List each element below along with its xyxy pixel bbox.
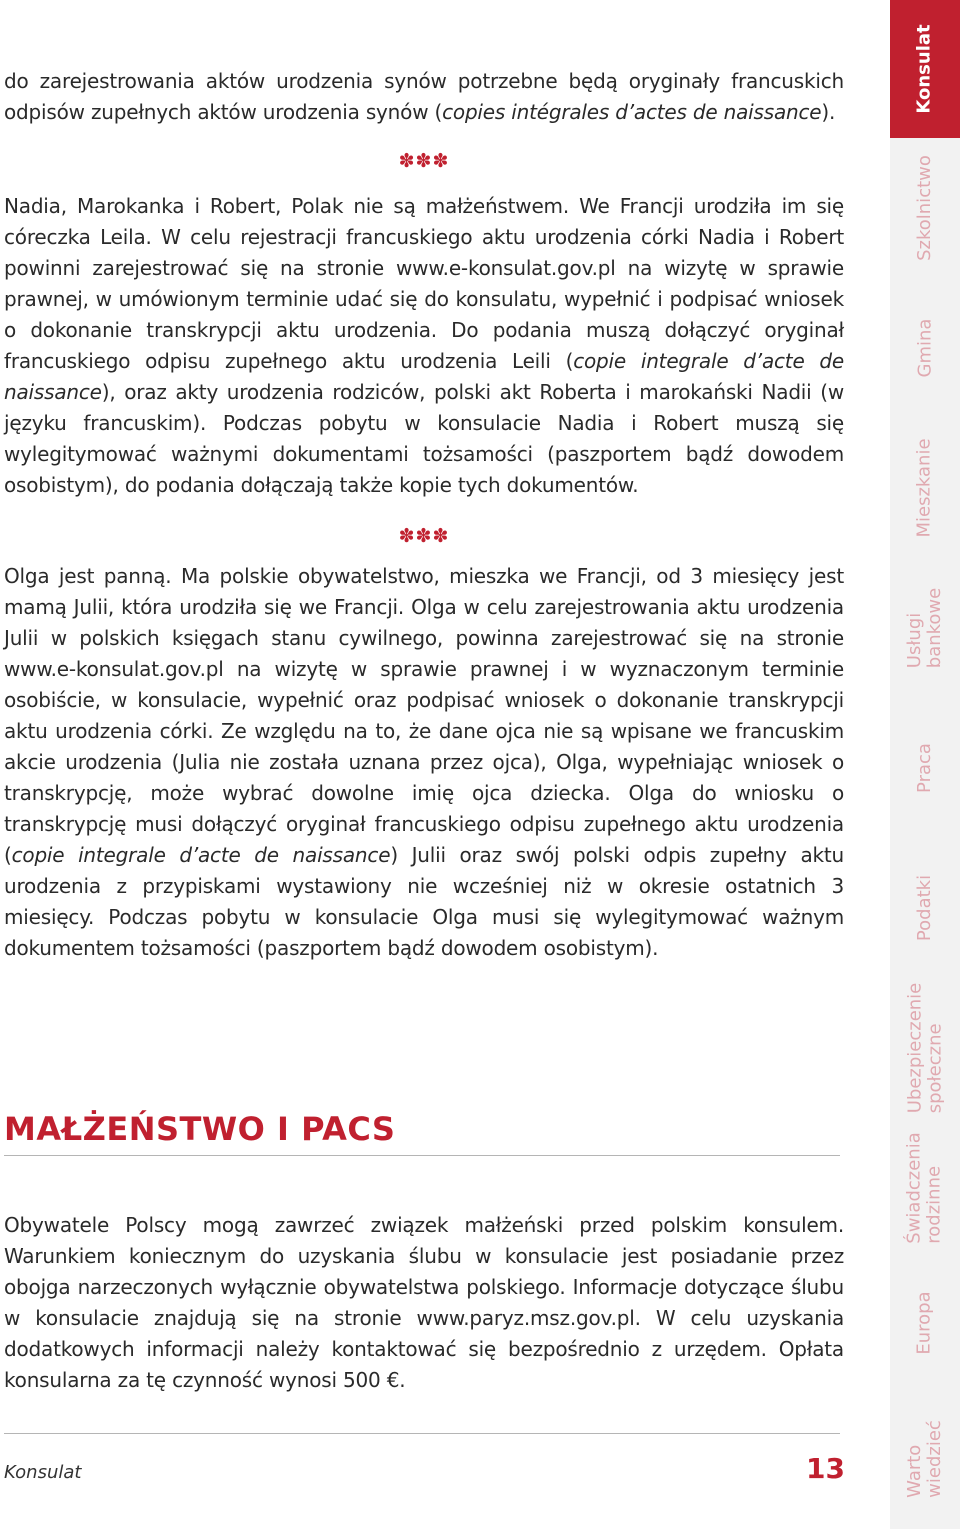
sidebar-item-gmina[interactable] xyxy=(890,278,960,418)
paragraph-italic-term: copie integrale d’acte de naissance xyxy=(4,349,844,404)
sidebar-item-label: Praca xyxy=(914,743,935,793)
paragraph-text: Olga jest panną. Ma polskie obywatelstwo, mieszka we Francji, od 3 miesięcy jest mamą Julii, która urodziła się we Francji. Olga w celu zarejestrowania aktu urodzenia Julii w polskich księgach stanu cywilnego, powinna zarejestrować się na stronie www.e-konsulat.gov.pl na wizytę w sprawie prawnej i w wyznaczonym terminie osobiście, w konsulacie, wypełnić oraz podpisać wniosek o dokonanie transkrypcji aktu urodzenia córki. Ze względu na to, że dane ojca nie są wpisane we francuskim akcie urodzenia (Julia nie została uznana przez ojca), Olga, wypełniając wniosek o transkrypcję, może wybrać dowolne imię ojca dziecka. Olga do wniosku o transkrypcję musi dołączyć oryginał francuskiego odpisu zupełnego aktu urodzenia ( xyxy=(4,564,844,867)
sidebar-item-warto-wiedziec[interactable] xyxy=(890,1388,960,1529)
sidebar-item-label: Warto wiedzieć xyxy=(904,1419,945,1498)
sidebar-item-label: Mieszkanie xyxy=(914,438,935,538)
sidebar-item-szkolnictwo[interactable] xyxy=(890,138,960,278)
sidebar-item-ubezpieczenie-spoleczne[interactable] xyxy=(890,978,960,1118)
sidebar-item-label: Usługi bankowe xyxy=(904,587,945,669)
paragraph-olga-example xyxy=(4,561,844,964)
page-number: 13 xyxy=(806,1452,845,1485)
heading-divider xyxy=(4,1155,840,1156)
paragraph-nadia-example xyxy=(4,191,844,501)
paragraph-text: do zarejestrowania aktów urodzenia synów potrzebne będą oryginały francuskich odpisów zupełnych aktów urodzenia synów ( xyxy=(4,69,844,124)
marriage-section xyxy=(4,1210,844,1396)
footer-divider xyxy=(4,1433,840,1434)
section-ornament: ✽✽✽ xyxy=(398,525,450,547)
paragraph-italic-term: copie integrale d’acte de naissance xyxy=(11,843,391,867)
sidebar-item-label: Szkolnictwo xyxy=(914,155,935,261)
sidebar-item-europa[interactable] xyxy=(890,1258,960,1388)
sidebar-item-label: Świadczenia rodzinne xyxy=(904,1132,945,1244)
sidebar-section-tabs xyxy=(890,0,960,1529)
sidebar-item-label: Konsulat xyxy=(914,24,936,114)
paragraph-text: Nadia, Marokanka i Robert, Polak nie są małżeństwem. We Francji urodziła im się córeczka Leila. W celu rejestracji francuskiego aktu urodzenia córki Nadia i Robert powinni zarejestrować się na stronie www.e-konsulat.gov.pl na wizytę w sprawie prawnej, w umówionym terminie udać się do konsulatu, wypełnić i podpisać wniosek o dokonanie transkrypcji aktu urodzenia. Do podania muszą dołączyć oryginał francuskiego odpisu zupełnego aktu urodzenia Leili ( xyxy=(4,194,844,373)
paragraph-marriage-info: Obywatele Polscy mogą zawrzeć związek małżeński przed polskim konsulem. Warunkiem koniecznym do uzyskania ślubu w konsulacie jest posiadanie przez obojga narzeczonych wyłącznie obywatelstwa polskiego. Informacje dotyczące ślubu w konsulacie znajdują się na stronie www.paryz.msz.gov.pl. W celu uzyskania dodatkowych informacji należy kontaktować się bezpośrednio z urzędem. Opłata konsularna za tę czynność wynosi 500 €. xyxy=(4,1213,844,1392)
sidebar-item-podatki[interactable] xyxy=(890,838,960,978)
paragraph-text: ), oraz akty urodzenia rodziców, polski akt Roberta i marokański Nadii (w języku francuskim). Podczas pobytu w konsulacie Nadia i Robert muszą się wylegitymować ważnymi dokumentami tożsamości (paszportem bądź dowodem osobistym), do podania dołączają także kopie tych dokumentów. xyxy=(4,380,844,497)
paragraph-italic-term: copies intégrales d’actes de naissance xyxy=(442,100,822,124)
footer-section-label: Konsulat xyxy=(4,1462,82,1483)
sidebar-item-label: Ubezpieczenie społeczne xyxy=(904,982,945,1114)
paragraph-text: ) Julii oraz swój polski odpis zupełny aktu urodzenia z przypiskami wystawiony nie wcześniej niż w okresie ostatnich 3 miesięcy. Podczas pobytu w konsulacie Olga musi się wylegitymować ważnym dokumentem tożsamości (paszportem bądź dowodem osobistym). xyxy=(4,843,844,960)
sidebar-item-praca[interactable] xyxy=(890,698,960,838)
section-ornament: ✽✽✽ xyxy=(398,150,450,172)
sidebar-item-label: Europa xyxy=(913,1291,935,1355)
paragraph-sons-birth-records xyxy=(4,66,844,128)
section-heading: MAŁŻEŃSTWO I PACS xyxy=(4,1110,396,1148)
sidebar-item-label: Gmina xyxy=(913,318,935,378)
sidebar-item-mieszkanie[interactable] xyxy=(890,418,960,558)
sidebar-item-swiadczenia-rodzinne[interactable] xyxy=(890,1118,960,1258)
sidebar-item-label: Podatki xyxy=(913,874,935,942)
main-content xyxy=(4,66,844,964)
paragraph-text: ). xyxy=(821,100,836,124)
sidebar-item-uslugi-bankowe[interactable] xyxy=(890,558,960,698)
sidebar-item-konsulat[interactable] xyxy=(890,0,960,138)
